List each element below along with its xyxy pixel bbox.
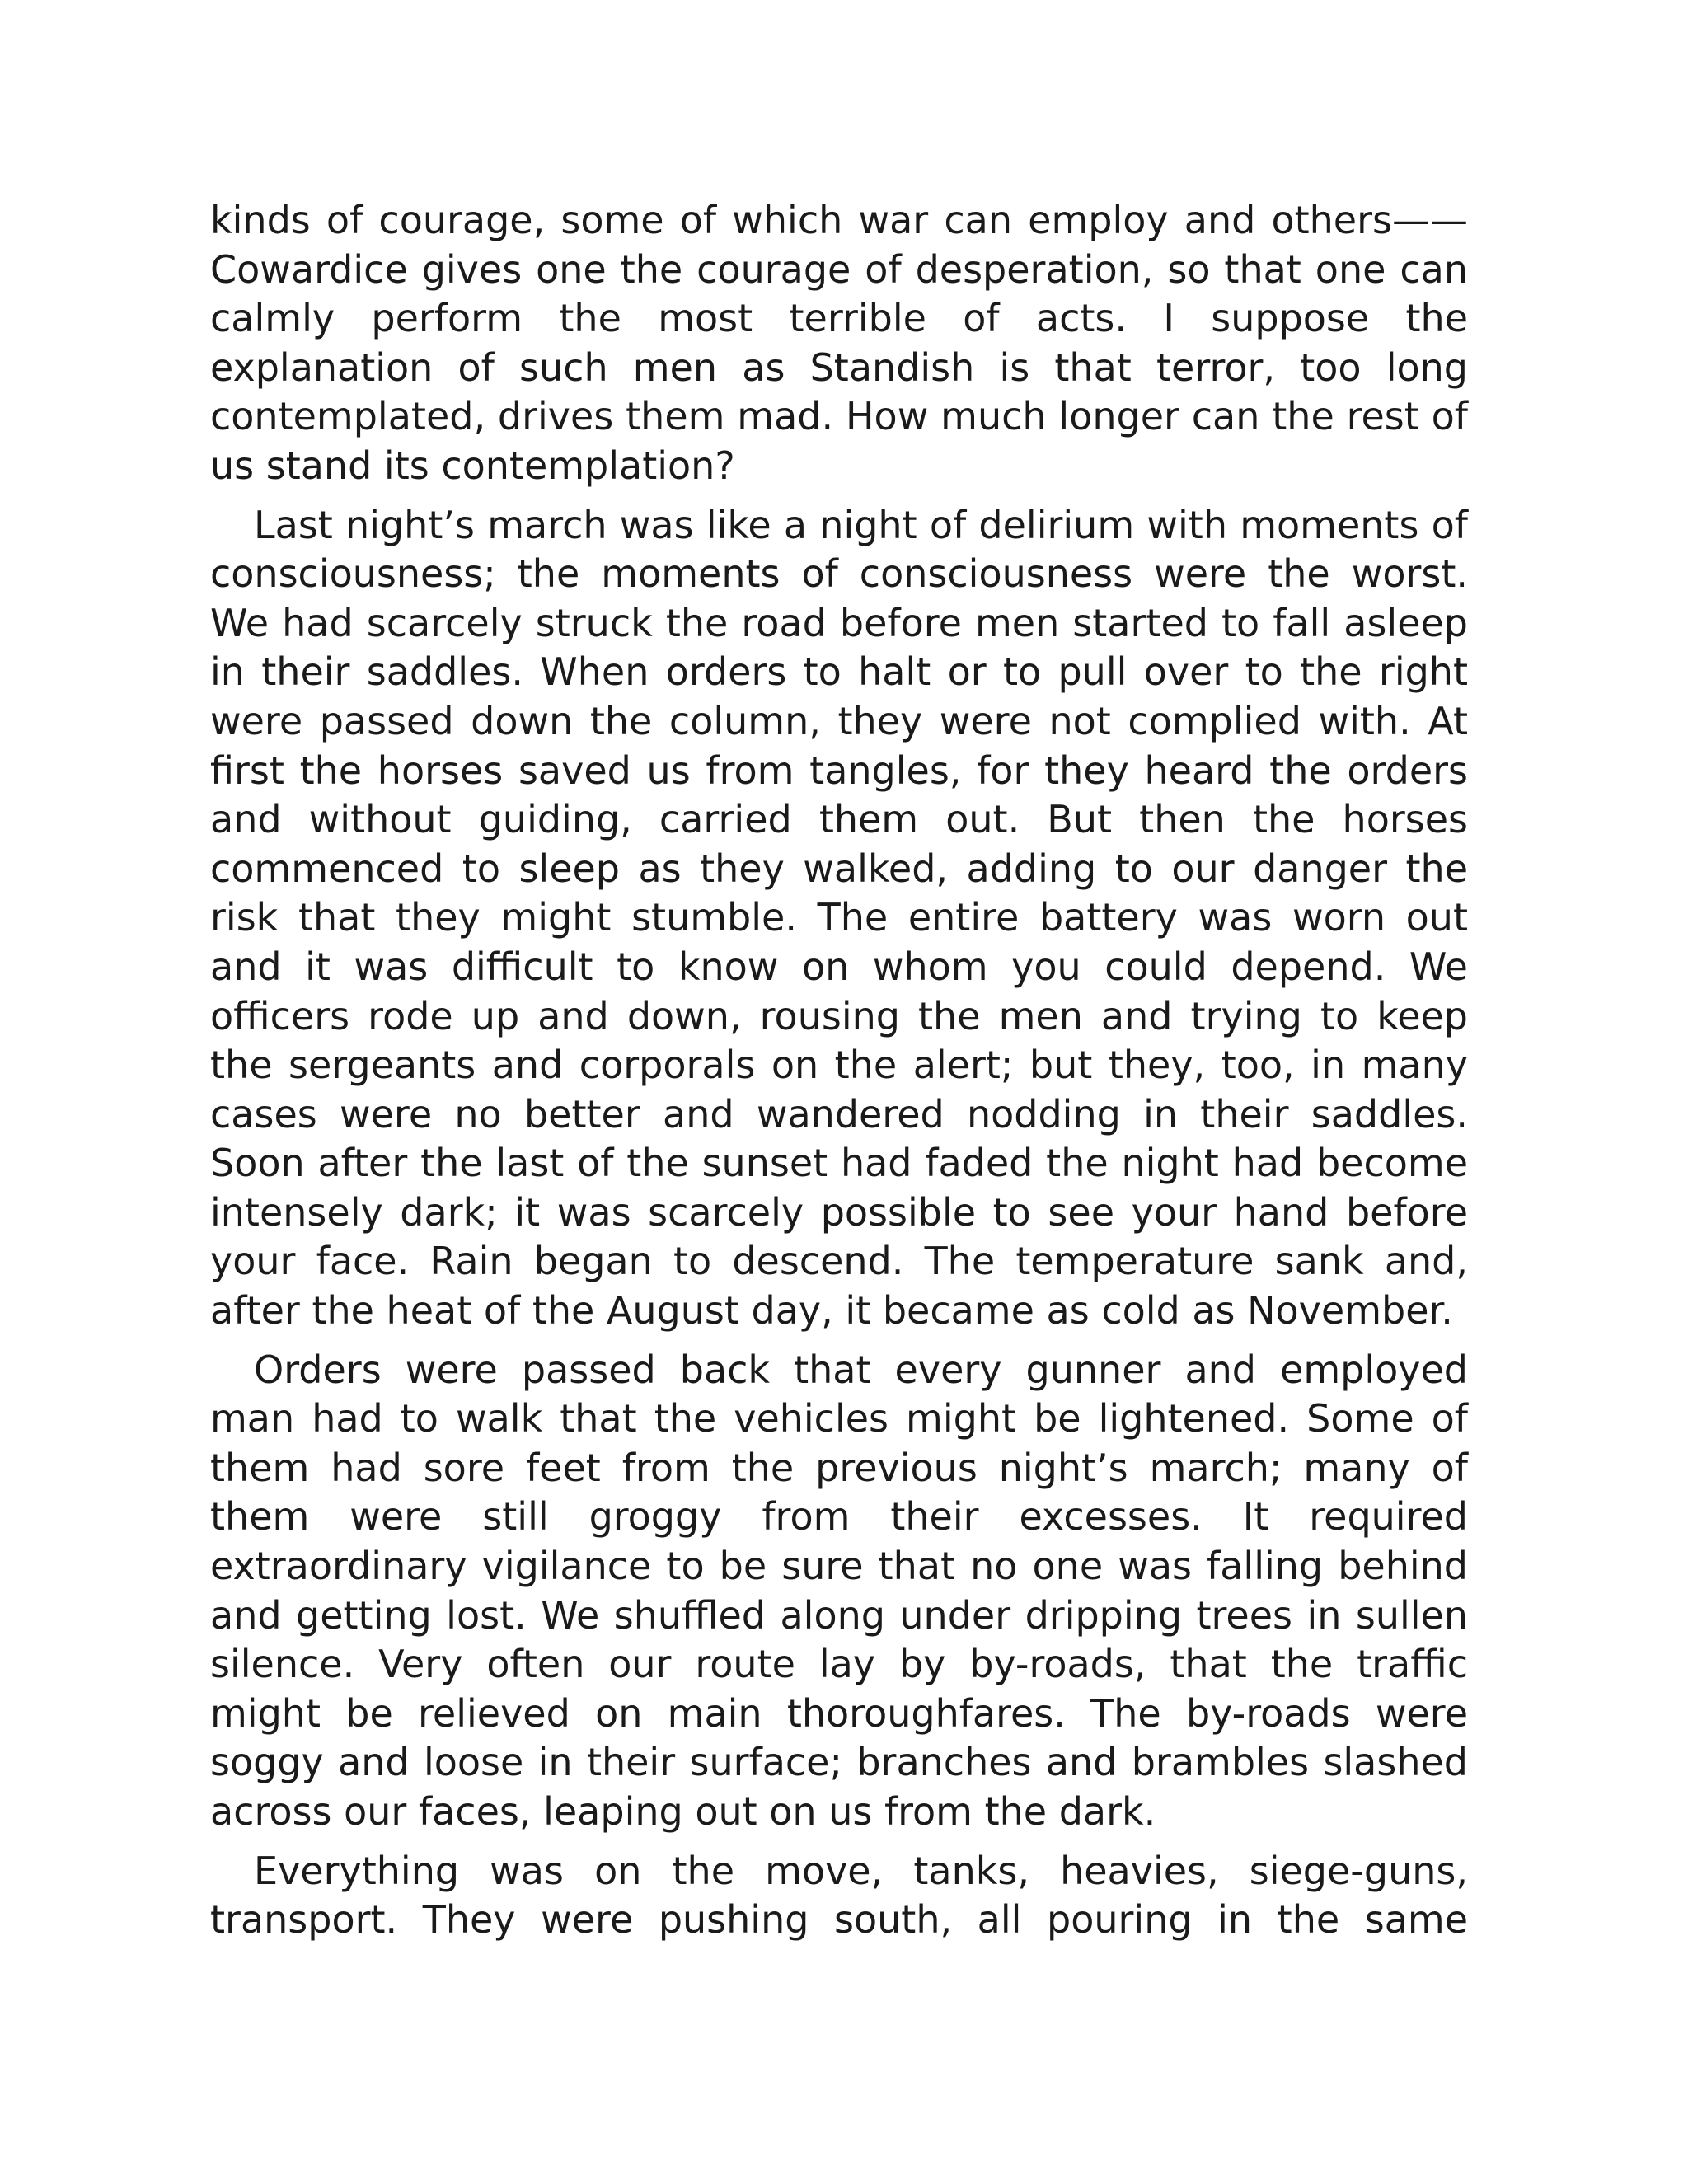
body-text bbox=[210, 196, 1468, 1945]
paragraph-2: Last night’s march was like a night of delirium with moments of consciousness; the moments of consciousness were the worst. We had scarcely struck the road before men started to fall asleep in their saddles. When orders to halt or to pull over to the right were passed down the column, they were not complied with. At first the horses saved us from tangles, for they heard the orders and without guiding, carried them out. But then the horses commenced to sleep as they walked, adding to our danger the risk that they might stumble. The entire battery was worn out and it was difficult to know on whom you could depend. We officers rode up and down, rousing the men and trying to keep the sergeants and corporals on the alert; but they, too, in many cases were no better and wandered nodding in their saddles. Soon after the last of the sunset had faded the night had become intensely dark; it was scarcely possible to see your hand before your face. Rain began to descend. The temperature sank and, after the heat of the August day, it became as cold as November. bbox=[210, 502, 1468, 1333]
paragraph-3: Orders were passed back that every gunner and employed man had to walk that the vehicles might be lightened. Some of them had sore feet from the previous night’s march; many of them were still groggy from their excesses. It required extraordinary vigilance to be sure that no one was falling behind and getting lost. We shuffled along under dripping trees in sullen silence. Very often our route lay by by-roads, that the traffic might be relieved on main thoroughfares. The by-roads were soggy and loose in their surface; branches and brambles slashed across our faces, leaping out on us from the dark. bbox=[210, 1347, 1468, 1834]
paragraph-1: kinds of courage, some of which war can employ and others—— Cowardice gives one the courage of desperation, so that one can calmly perform the most terrible of acts. I suppose the explanation of such men as Standish is that terror, too long contemplated, drives them mad. How much longer can the rest of us stand its contemplation? bbox=[210, 198, 1468, 488]
paragraph-4: Everything was on the move, tanks, heavies, siege-guns, transport. They were pushing south, all pouring in the same bbox=[210, 1848, 1468, 1943]
